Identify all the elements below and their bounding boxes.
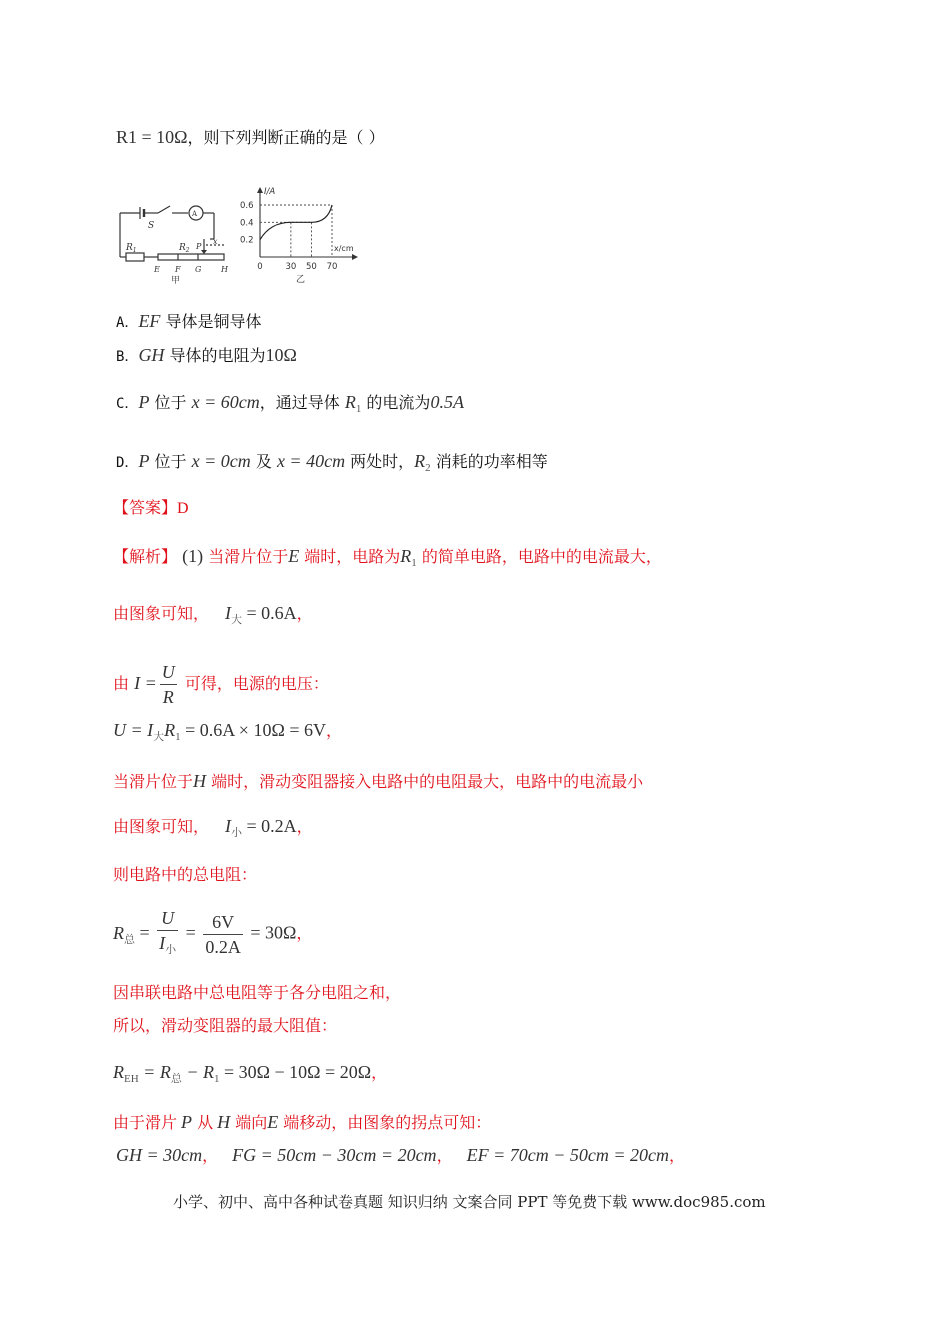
max-resistance-eq: $R_{EH} = R_总 - R_1$ bbox=[113, 1062, 220, 1085]
y-axis-label: I/A bbox=[264, 187, 276, 197]
analysis-line-8 bbox=[113, 906, 312, 962]
analysis-text: 因串联电路中总电阻等于各分电阻之和， bbox=[113, 983, 402, 1002]
analysis-line-9 bbox=[113, 982, 401, 1004]
analysis-line-3 bbox=[113, 660, 329, 709]
analysis-text: 当滑片位于 bbox=[203, 547, 289, 566]
x-axis-label: x/cm bbox=[334, 244, 354, 253]
option-c-t2: ，通过导体 bbox=[259, 393, 345, 412]
option-c-p: P bbox=[138, 392, 150, 412]
analysis-text: 端移动，由图象的拐点可知： bbox=[278, 1113, 492, 1132]
ohm-law: I = bbox=[134, 673, 157, 693]
y-tick-0.2: 0.2 bbox=[240, 235, 254, 246]
option-b-value: 10Ω bbox=[265, 345, 297, 365]
analysis-line-1 bbox=[113, 545, 662, 574]
punct: ， bbox=[296, 923, 313, 943]
analysis-line-2 bbox=[113, 602, 313, 631]
label-ammeter: A bbox=[192, 210, 198, 218]
label-r2: $R_2$ bbox=[179, 243, 190, 254]
analysis-text: 的简单电路，电路中的电流最大， bbox=[416, 547, 662, 566]
analysis-line-13 bbox=[116, 1144, 685, 1167]
punct: ， bbox=[325, 721, 342, 740]
question-intro bbox=[116, 126, 385, 149]
x-tick-0: 0 bbox=[257, 262, 263, 272]
caption-yi: 乙 bbox=[296, 275, 306, 285]
voltage-eq: $U = I_大R_1$ bbox=[113, 720, 181, 743]
analysis-line-5 bbox=[113, 770, 643, 793]
analysis-text: 当滑片位于 bbox=[113, 772, 194, 791]
point-e-ref: E bbox=[267, 1112, 279, 1132]
option-d-t2: 及 bbox=[250, 452, 277, 471]
analysis-line-11 bbox=[113, 1061, 387, 1090]
intro-text: ，则下列判断正确的是（ ） bbox=[187, 128, 385, 147]
equals: = bbox=[135, 922, 155, 943]
option-a-text: 导体是铜导体 bbox=[160, 312, 262, 331]
option-a-var: EF bbox=[138, 311, 161, 331]
current-min: $I_小$ bbox=[225, 816, 243, 839]
punct: ， bbox=[296, 604, 313, 623]
intro-formula: R1 = 10Ω bbox=[116, 127, 188, 147]
analysis-text: 由图象可知， bbox=[113, 817, 210, 836]
point-h-ref: H bbox=[193, 771, 207, 791]
analysis-text: 则电路中的总电阻： bbox=[113, 865, 258, 884]
option-d-eq1: x = 0cm bbox=[191, 451, 251, 471]
answer-value: D bbox=[177, 500, 189, 517]
label-r1: $R_1$ bbox=[126, 243, 137, 254]
y-tick-0.6: 0.6 bbox=[240, 201, 254, 211]
circuit-diagram-jia bbox=[114, 195, 236, 285]
analysis-text: 端向 bbox=[230, 1113, 268, 1132]
equals: = bbox=[181, 922, 201, 943]
option-b-letter: B． bbox=[116, 349, 139, 365]
analysis-label: 【解析】 bbox=[113, 547, 178, 566]
caption-jia: 甲 bbox=[171, 276, 181, 285]
option-c-value: 0.5A bbox=[430, 392, 464, 412]
option-b-var: GH bbox=[138, 345, 165, 365]
point-h-ref: H bbox=[217, 1112, 231, 1132]
option-d-eq2: x = 40cm bbox=[276, 451, 346, 471]
analysis-text: 端时，滑动变阻器接入电路中的电阻最大，电路中的电流最小 bbox=[206, 772, 644, 791]
option-c-letter: C． bbox=[116, 396, 139, 412]
current-min-value: = 0.2A bbox=[242, 816, 297, 836]
label-x: x bbox=[213, 237, 218, 246]
analysis-text: 所以，滑动变阻器的最大阻值： bbox=[113, 1016, 338, 1035]
label-slider-p: P bbox=[196, 242, 202, 251]
analysis-line-12 bbox=[113, 1111, 491, 1134]
y-tick-0.4: 0.4 bbox=[240, 218, 254, 229]
ef-length: EF = 70cm − 50cm = 20cm bbox=[466, 1145, 669, 1165]
label-switch: S bbox=[148, 221, 155, 231]
point-e-ref: E bbox=[288, 546, 300, 566]
option-c-t1: 位于 bbox=[149, 393, 192, 412]
point-h: H bbox=[221, 265, 228, 274]
slider-p-ref: P bbox=[181, 1112, 193, 1132]
point-f: F bbox=[175, 265, 181, 274]
option-c bbox=[116, 391, 464, 420]
option-d-t3: 两处时， bbox=[345, 452, 415, 471]
punct: ， bbox=[296, 817, 313, 836]
punct: ， bbox=[668, 1146, 685, 1165]
point-e: E bbox=[154, 265, 160, 274]
option-d-r: $R_2$ bbox=[414, 451, 431, 474]
option-a bbox=[116, 310, 262, 334]
analysis-text: 由图象可知， bbox=[113, 604, 210, 623]
analysis-text: 从 bbox=[192, 1113, 214, 1132]
option-b-text: 导体的电阻为 bbox=[164, 346, 266, 365]
analysis-line-4 bbox=[113, 719, 342, 748]
fraction-u-over-r: $\frac{U}{R}$ bbox=[161, 662, 175, 707]
fg-length: FG = 50cm − 30cm = 20cm bbox=[232, 1145, 437, 1165]
analysis-line-10 bbox=[113, 1015, 337, 1037]
gh-length: GH = 30cm bbox=[116, 1145, 203, 1165]
option-d-letter: D． bbox=[116, 455, 139, 471]
option-c-t3: 的电流为 bbox=[361, 393, 431, 412]
option-d bbox=[116, 450, 548, 479]
analysis-text: 可得，电源的电压： bbox=[179, 674, 329, 693]
option-b bbox=[116, 344, 297, 368]
answer-line bbox=[113, 497, 189, 520]
fraction-u-over-i: $\frac{U}{I_小}$ bbox=[159, 908, 177, 956]
option-a-letter: A． bbox=[116, 315, 139, 331]
x-tick-30: 30 bbox=[285, 262, 297, 272]
analysis-step-num: (1) bbox=[182, 546, 204, 566]
page-footer: 小学、初中、高中各种试卷真题 知识归纳 文案合同 PPT 等免费下载 www.doc985.com bbox=[173, 1193, 766, 1211]
total-resistance: $R_总$ bbox=[113, 922, 135, 946]
max-resistance-value: = 30Ω − 10Ω = 20Ω bbox=[219, 1062, 372, 1082]
fraction-6v-over-0.2a: $\frac{6V}{0.2A}$ bbox=[205, 911, 241, 957]
option-c-eq: x = 60cm bbox=[191, 392, 260, 412]
option-d-p: P bbox=[138, 451, 150, 471]
voltage-value: = 0.6A × 10Ω = 6V bbox=[180, 720, 326, 740]
analysis-line-7 bbox=[113, 864, 257, 886]
x-tick-70: 70 bbox=[326, 262, 338, 272]
point-g: G bbox=[195, 265, 202, 274]
answer-label: 【答案】 bbox=[113, 498, 178, 517]
x-tick-50: 50 bbox=[306, 262, 317, 272]
current-max: $I_大$ bbox=[225, 603, 243, 626]
punct: ， bbox=[371, 1063, 388, 1082]
r1-ref: $R_1$ bbox=[400, 546, 417, 569]
analysis-text: 端时，电路为 bbox=[299, 547, 401, 566]
current-curve bbox=[260, 205, 332, 240]
current-max-value: = 0.6A bbox=[242, 603, 297, 623]
analysis-line-6 bbox=[113, 815, 313, 844]
option-d-t4: 消耗的功率相等 bbox=[430, 452, 548, 471]
punct: ， bbox=[436, 1146, 453, 1165]
graph-yi bbox=[236, 185, 361, 285]
option-d-t1: 位于 bbox=[149, 452, 192, 471]
option-c-r: $R_1$ bbox=[344, 392, 362, 415]
analysis-text: 由于滑片 bbox=[113, 1113, 178, 1132]
punct: ， bbox=[202, 1146, 219, 1165]
analysis-text: 由 bbox=[113, 674, 135, 693]
total-resistance-value: = 30Ω bbox=[245, 922, 297, 943]
